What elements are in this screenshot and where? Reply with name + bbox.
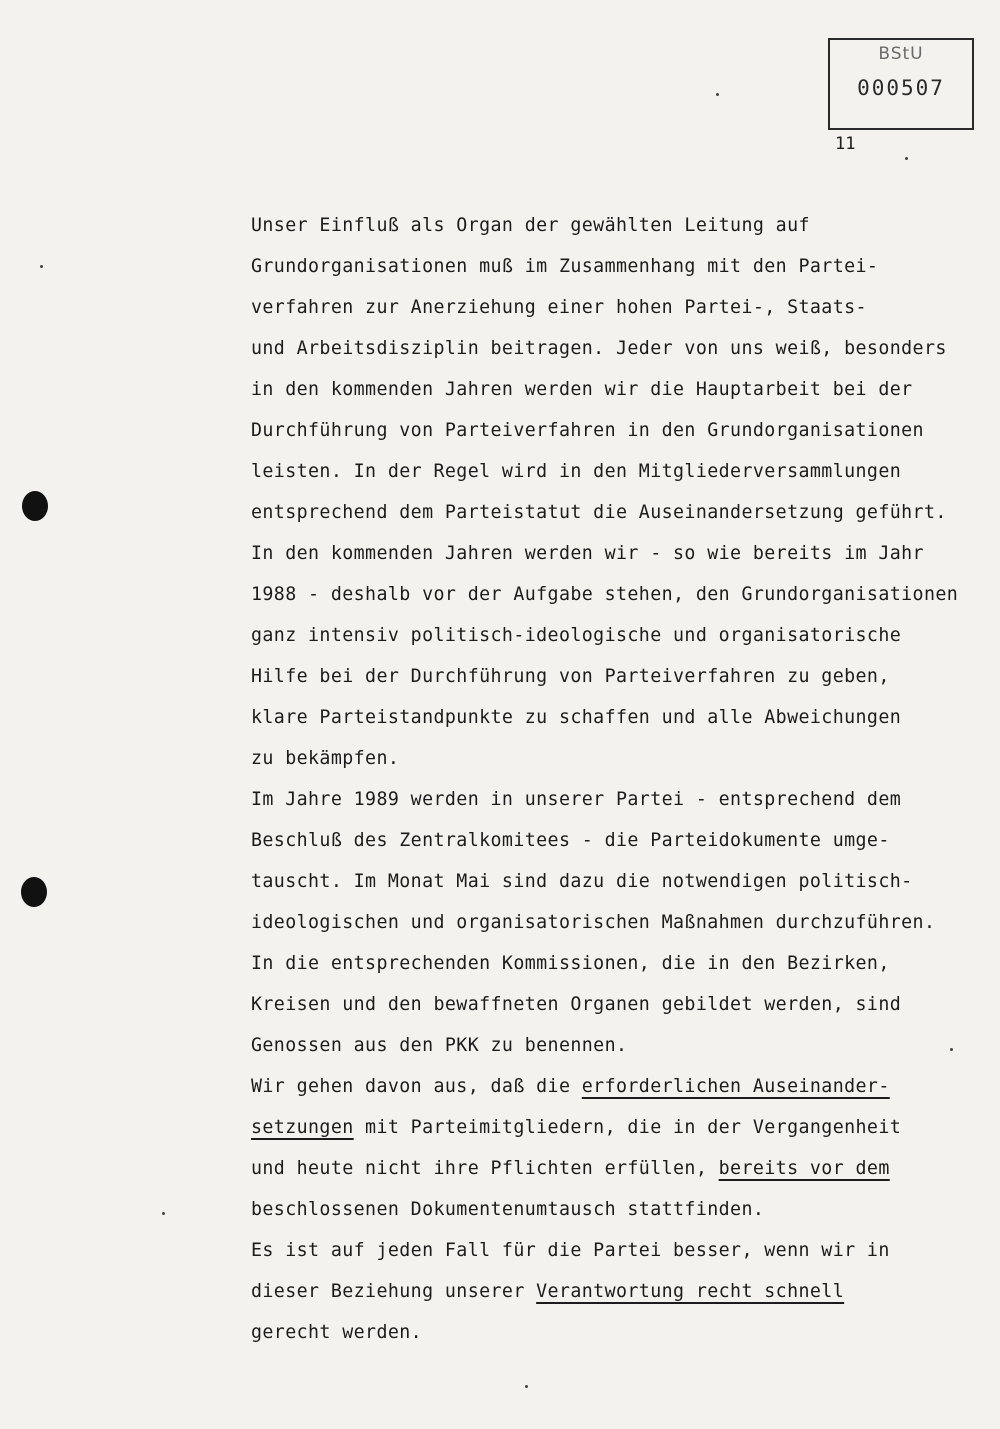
text-line [251, 902, 996, 943]
text-segment: Unser Einfluß als Organ der gewählten Leitung auf [251, 215, 810, 236]
text-segment: entsprechend dem Parteistatut die Auseinandersetzung geführt. [251, 502, 947, 523]
text-segment: leisten. In der Regel wird in den Mitgliederversammlungen [251, 461, 902, 482]
text-segment: gerecht werden. [251, 1322, 423, 1343]
text-segment: und Arbeitsdisziplin beitragen. Jeder von uns weiß, besonders [251, 338, 947, 359]
text-line [251, 205, 996, 246]
text-segment: Genossen aus den PKK zu benennen. [251, 1035, 628, 1056]
text-segment: und heute nicht ihre Pflichten erfüllen, [251, 1158, 719, 1179]
text-line [251, 615, 996, 656]
paragraph [251, 205, 996, 779]
paragraph [251, 779, 996, 1066]
text-line [251, 410, 996, 451]
text-line [251, 1271, 996, 1312]
text-line [251, 1230, 996, 1271]
punch-hole [22, 491, 48, 521]
stamp-title: BStU [878, 44, 924, 64]
text-segment: In den kommenden Jahren werden wir - so wie bereits im Jahr [251, 543, 924, 564]
underlined-text: setzungen [251, 1117, 354, 1138]
stamp-number: 000507 [857, 76, 945, 100]
text-segment: dieser Beziehung unserer [251, 1281, 537, 1302]
paragraph [251, 1066, 996, 1230]
text-segment: zu bekämpfen. [251, 748, 400, 769]
text-segment: Im Jahre 1989 werden in unserer Partei - entsprechend dem [251, 789, 902, 810]
punch-hole [21, 877, 47, 907]
text-line [251, 1107, 996, 1148]
text-line [251, 533, 996, 574]
paragraph [251, 1230, 996, 1353]
text-line [251, 1066, 996, 1107]
text-segment: In die entsprechenden Kommissionen, die in den Bezirken, [251, 953, 890, 974]
text-line [251, 1025, 996, 1066]
text-segment: Wir gehen davon aus, daß die [251, 1076, 582, 1097]
text-line [251, 656, 996, 697]
text-line [251, 369, 996, 410]
text-line [251, 1148, 996, 1189]
underlined-text: bereits vor dem [718, 1158, 890, 1179]
speck [40, 265, 43, 268]
underlined-text: erforderlichen Auseinander- [581, 1076, 890, 1097]
speck [162, 1212, 165, 1215]
document-body [251, 205, 996, 1353]
text-line [251, 287, 996, 328]
text-line [251, 984, 996, 1025]
speck [716, 93, 719, 96]
text-segment: Grundorganisationen muß im Zusammenhang mit den Partei- [251, 256, 879, 277]
text-line [251, 246, 996, 287]
speck [905, 157, 908, 160]
text-segment: ideologischen und organisatorischen Maßnahmen durchzuführen. [251, 912, 936, 933]
archive-stamp [828, 38, 974, 130]
underlined-text: Verantwortung recht schnell [536, 1281, 845, 1302]
text-line [251, 1312, 996, 1353]
text-segment: Beschluß des Zentralkomitees - die Parteidokumente umge- [251, 830, 890, 851]
text-segment: verfahren zur Anerziehung einer hohen Partei-, Staats- [251, 297, 867, 318]
page-number: 11 [835, 134, 856, 154]
text-segment: ganz intensiv politisch-ideologische und organisatorische [251, 625, 902, 646]
text-line [251, 861, 996, 902]
text-segment: Es ist auf jeden Fall für die Partei besser, wenn wir in [251, 1240, 890, 1261]
text-segment: in den kommenden Jahren werden wir die Hauptarbeit bei der [251, 379, 913, 400]
text-line [251, 738, 996, 779]
text-line [251, 820, 996, 861]
text-segment: tauscht. Im Monat Mai sind dazu die notwendigen politisch- [251, 871, 913, 892]
text-line [251, 328, 996, 369]
speck [525, 1385, 528, 1388]
text-line [251, 451, 996, 492]
text-line [251, 943, 996, 984]
text-line [251, 1189, 996, 1230]
text-segment: Durchführung von Parteiverfahren in den Grundorganisationen [251, 420, 924, 441]
text-line [251, 492, 996, 533]
text-line [251, 697, 996, 738]
text-line [251, 779, 996, 820]
text-segment: klare Parteistandpunkte zu schaffen und alle Abweichungen [251, 707, 902, 728]
text-segment: beschlossenen Dokumentenumtausch stattfinden. [251, 1199, 765, 1220]
text-line [251, 574, 996, 615]
text-segment: 1988 - deshalb vor der Aufgabe stehen, den Grundorganisationen [251, 584, 959, 605]
text-segment: Hilfe bei der Durchführung von Parteiverfahren zu geben, [251, 666, 890, 687]
text-segment: Kreisen und den bewaffneten Organen gebildet werden, sind [251, 994, 902, 1015]
text-segment: mit Parteimitgliedern, die in der Vergangenheit [353, 1117, 902, 1138]
